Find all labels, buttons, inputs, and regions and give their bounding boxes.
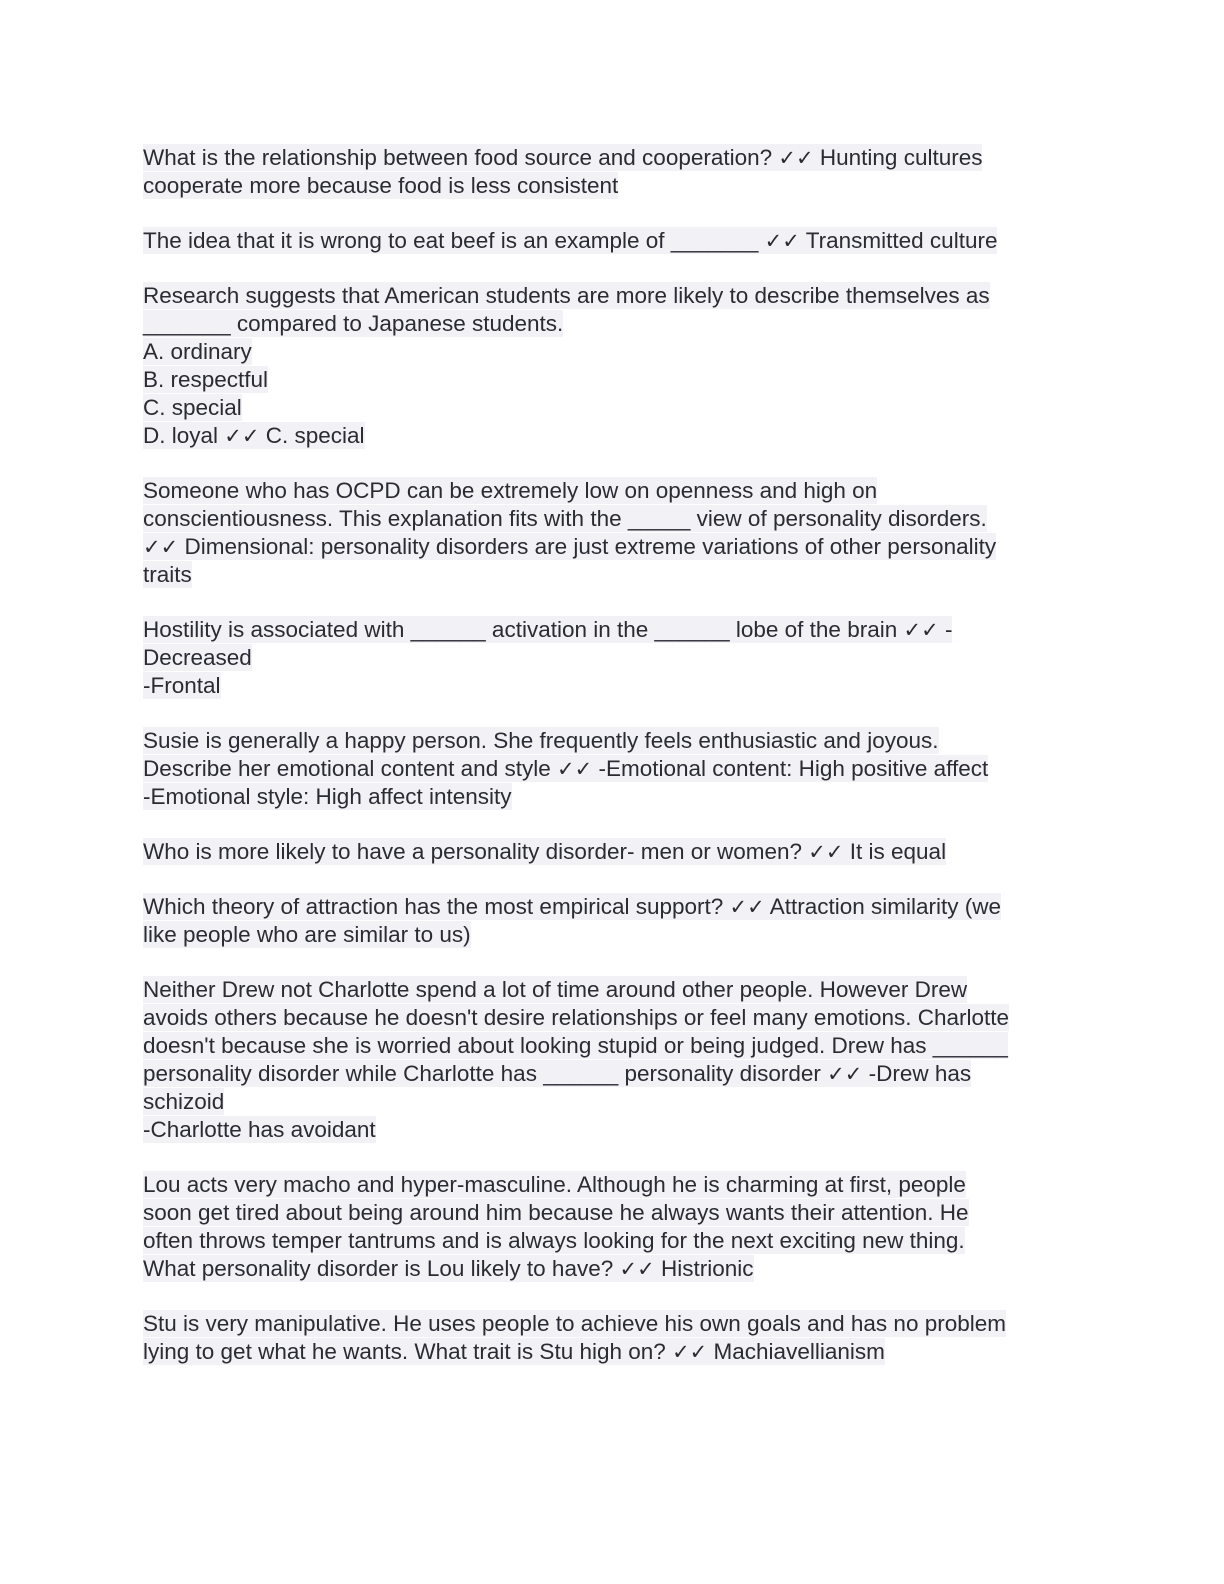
line-highlight [143,644,252,671]
question-text: Lou acts very macho and hyper-masculine. Although he is charming at first, people [143,1172,966,1197]
question-text: What personality disorder is Lou likely to have? [143,1256,614,1281]
line-highlight [143,727,939,754]
text-line [143,727,1073,755]
question-text: Describe her emotional content and style [143,756,551,781]
line-highlight [143,1227,965,1254]
line-highlight [143,838,946,865]
question-text: conscientiousness. This explanation fits with the _____ view of personality disorders. [143,506,987,531]
text-line [143,172,1073,200]
line-highlight [143,310,563,337]
line-highlight [143,976,967,1003]
qa-item [143,477,1073,589]
question-text: The idea that it is wrong to eat beef is an example of _______ [143,228,759,253]
line-highlight [143,477,877,504]
line-highlight [143,1199,969,1226]
text-line [143,1060,1073,1088]
checkmark-icon: ✓✓ [764,229,800,253]
question-text: lying to get what he wants. What trait is Stu high on? [143,1339,666,1364]
qa-item [143,727,1073,811]
line-highlight [143,144,982,171]
question-text: Someone who has OCPD can be extremely low on openness and high on [143,478,878,503]
qa-item [143,616,1073,700]
line-highlight [143,366,268,393]
text-line [143,1116,1073,1144]
question-text: avoids others because he doesn't desire relationships or feel many emotions. Charlotte [143,1005,1010,1030]
question-text: soon get tired about being around him because he always wants their attention. He [143,1200,969,1225]
document-page [143,144,1073,1393]
line-highlight [143,1032,1008,1059]
qa-item [143,227,1073,255]
text-line [143,144,1073,172]
question-text: _______ compared to Japanese students. [143,311,564,336]
line-highlight [143,616,952,643]
text-line [143,1255,1073,1283]
question-text: Decreased [143,645,252,670]
answer-text: - [944,617,953,642]
answer-text: C. special [265,423,365,448]
qa-item [143,1171,1073,1283]
checkmark-icon: ✓✓ [224,424,260,448]
answer-text: Transmitted culture [805,228,998,253]
answer-text: -Drew has [868,1061,972,1086]
line-highlight [143,172,618,199]
qa-item [143,144,1073,200]
question-text: Neither Drew not Charlotte spend a lot of time around other people. However Drew [143,977,968,1002]
text-line [143,644,1073,672]
text-line [143,394,1073,422]
question-text: personality disorder while Charlotte has ______ personality disorder [143,1061,821,1086]
qa-item [143,838,1073,866]
line-highlight [143,893,1001,920]
question-text: -Charlotte has avoidant [143,1117,376,1142]
text-line [143,921,1073,949]
question-text: Research suggests that American students are more likely to describe themselves as [143,283,990,308]
line-highlight [143,505,987,532]
answer-text: Dimensional: personality disorders are just extreme variations of other personality [184,534,997,559]
question-text: -Frontal [143,673,221,698]
text-line [143,310,1073,338]
question-text: -Emotional style: High affect intensity [143,784,512,809]
qa-item [143,976,1073,1144]
checkmark-icon: ✓✓ [808,840,844,864]
text-line [143,1088,1073,1116]
checkmark-icon: ✓✓ [827,1062,863,1086]
question-text: like people who are similar to us) [143,922,471,947]
question-text: schizoid [143,1089,225,1114]
text-line [143,366,1073,394]
answer-text: Histrionic [660,1256,754,1281]
text-line [143,338,1073,366]
question-text: What is the relationship between food source and cooperation? [143,145,773,170]
text-line [143,1199,1073,1227]
text-line [143,282,1073,310]
question-text: A. ordinary [143,339,252,364]
qa-item [143,282,1073,450]
question-text: doesn't because she is worried about looking stupid or being judged. Drew has ______ [143,1033,1008,1058]
line-highlight [143,1004,1009,1031]
question-text: Which theory of attraction has the most empirical support? [143,894,724,919]
checkmark-icon: ✓✓ [778,146,814,170]
text-line [143,1032,1073,1060]
question-text: Stu is very manipulative. He uses people to achieve his own goals and has no problem [143,1311,1006,1336]
text-line [143,838,1073,866]
question-text: often throws temper tantrums and is always looking for the next exciting new thing. [143,1228,965,1253]
line-highlight [143,1171,966,1198]
line-highlight [143,783,512,810]
line-highlight [143,1088,224,1115]
line-highlight [143,338,252,365]
text-line [143,616,1073,644]
text-line [143,1171,1073,1199]
text-line [143,227,1073,255]
checkmark-icon: ✓✓ [557,757,593,781]
text-line [143,783,1073,811]
answer-text: -Emotional content: High positive affect [598,756,989,781]
line-highlight [143,1338,885,1365]
text-line [143,1004,1073,1032]
checkmark-icon: ✓✓ [143,535,179,559]
checkmark-icon: ✓✓ [903,618,939,642]
line-highlight [143,755,988,782]
question-text: C. special [143,395,242,420]
text-line [143,533,1073,561]
line-highlight [143,1255,754,1282]
text-line [143,672,1073,700]
line-highlight [143,921,471,948]
question-text: B. respectful [143,367,269,392]
question-text: D. loyal [143,423,219,448]
text-line [143,893,1073,921]
text-line [143,422,1073,450]
line-highlight [143,227,997,254]
answer-text: Hunting cultures [819,145,983,170]
answer-text: Machiavellianism [713,1339,885,1364]
line-highlight [143,533,996,560]
checkmark-icon: ✓✓ [619,1257,655,1281]
line-highlight [143,1116,376,1143]
line-highlight [143,422,365,449]
question-text: cooperate more because food is less consistent [143,173,619,198]
question-text: Hostility is associated with ______ activation in the ______ lobe of the brain [143,617,898,642]
line-highlight [143,282,990,309]
question-text: traits [143,562,192,587]
text-line [143,477,1073,505]
question-text: Susie is generally a happy person. She frequently feels enthusiastic and joyous. [143,728,939,753]
text-line [143,505,1073,533]
text-line [143,755,1073,783]
answer-text: Attraction similarity (we [769,894,1002,919]
line-highlight [143,394,242,421]
line-highlight [143,1310,1006,1337]
qa-item [143,893,1073,949]
text-line [143,1338,1073,1366]
text-line [143,976,1073,1004]
line-highlight [143,1060,971,1087]
qa-item [143,1310,1073,1366]
checkmark-icon: ✓✓ [672,1340,708,1364]
text-line [143,1227,1073,1255]
answer-text: It is equal [849,839,947,864]
checkmark-icon: ✓✓ [729,895,765,919]
text-line [143,1310,1073,1338]
text-line [143,561,1073,589]
line-highlight [143,561,192,588]
line-highlight [143,672,221,699]
question-text: Who is more likely to have a personality disorder- men or women? [143,839,803,864]
